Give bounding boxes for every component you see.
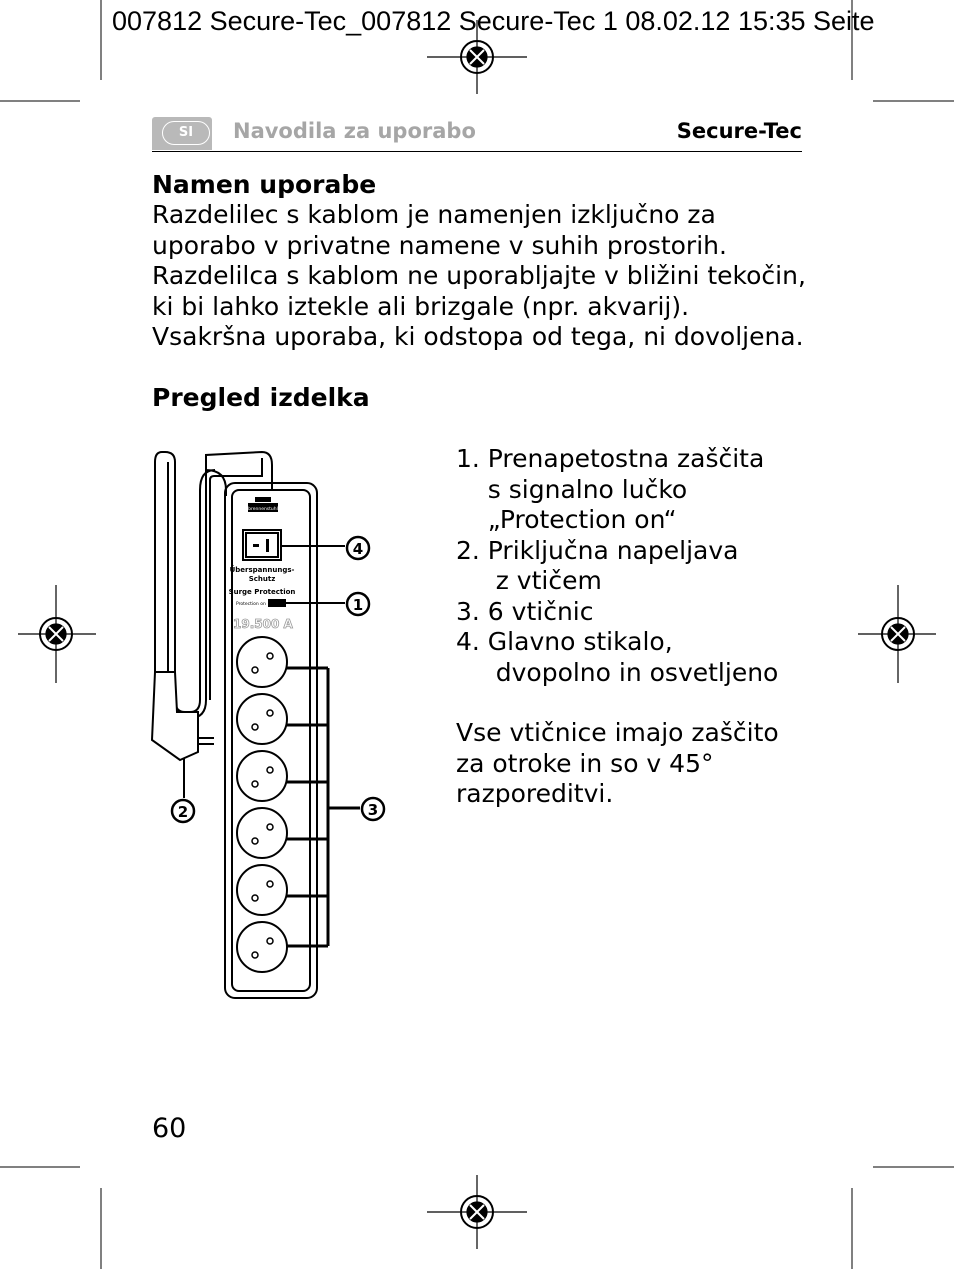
list-item: 2. Priključna napeljava bbox=[456, 535, 739, 565]
list-item: 4. Glavno stikalo, bbox=[456, 627, 673, 656]
power-strip-diagram bbox=[148, 446, 398, 1006]
list-item: z vtičem bbox=[456, 566, 602, 595]
list-item: 1. Prenapetostna zaščita bbox=[456, 444, 765, 473]
text-line: razporeditvi. bbox=[456, 779, 614, 808]
brand-logo-text: brennenstuhl bbox=[248, 507, 278, 512]
text-line: za otroke in so v 45° bbox=[456, 748, 714, 778]
header-subtitle: Navodila za uporabo bbox=[233, 119, 476, 143]
callout-4 bbox=[347, 537, 369, 559]
language-code: SI bbox=[162, 121, 210, 145]
protection-indicator bbox=[269, 600, 285, 606]
switch-symbol bbox=[253, 539, 269, 552]
intended-use-text bbox=[152, 200, 806, 353]
parts-list bbox=[456, 444, 778, 688]
sockets bbox=[237, 637, 287, 972]
registration-mark-right bbox=[858, 585, 936, 683]
registration-mark-top bbox=[427, 20, 527, 94]
plug bbox=[152, 672, 198, 760]
product-overview-heading: Pregled izdelka bbox=[152, 383, 370, 412]
svg-text:2: 2 bbox=[177, 803, 189, 821]
callout-3 bbox=[362, 798, 384, 820]
socket-safety-note bbox=[456, 718, 779, 810]
callout-1 bbox=[347, 593, 369, 615]
label-surge-de: Überspannungs- bbox=[229, 566, 295, 574]
text-line: Vse vtičnice imajo zaščito bbox=[456, 718, 779, 747]
registration-mark-left bbox=[18, 585, 96, 683]
text-line: Vsakršna uporaba, ki odstopa od tega, ni dovoljena. bbox=[152, 322, 804, 351]
main-switch bbox=[243, 530, 281, 560]
text-line: ki bi lahko iztekle ali brizgale (npr. akvarij). bbox=[152, 291, 690, 321]
indicator-label: Protection on bbox=[236, 602, 266, 607]
header-rule bbox=[152, 151, 802, 152]
svg-text:4: 4 bbox=[352, 540, 364, 558]
label-surge-en: Surge Protection bbox=[228, 588, 296, 596]
text-line: uporabo v privatne namene v suhih prostorih. bbox=[152, 230, 727, 260]
list-item: s signalno lučko bbox=[456, 474, 688, 504]
svg-text:3: 3 bbox=[367, 801, 379, 819]
header-product-name: Secure-Tec bbox=[676, 119, 802, 143]
svg-text:1: 1 bbox=[352, 596, 364, 614]
callout-2 bbox=[172, 800, 194, 822]
intended-use-heading: Namen uporabe bbox=[152, 170, 377, 199]
surge-rating: 19.500 A bbox=[233, 617, 293, 631]
page-number: 60 bbox=[152, 1113, 187, 1144]
print-slug: 007812 Secure-Tec_007812 Secure-Tec 1 08.02.12 15:35 Seite bbox=[112, 6, 875, 36]
text-line: Razdelilec s kablom je namenjen izključno za bbox=[152, 200, 716, 229]
list-item: 3. 6 vtičnic bbox=[456, 596, 594, 626]
list-item: „Protection on“ bbox=[456, 505, 677, 534]
text-line: Razdelilca s kablom ne uporabljajte v bližini tekočin, bbox=[152, 261, 806, 290]
label-surge-de-2: Schutz bbox=[248, 575, 276, 583]
list-item: dvopolno in osvetljeno bbox=[456, 657, 779, 687]
registration-mark-bottom bbox=[427, 1175, 527, 1249]
